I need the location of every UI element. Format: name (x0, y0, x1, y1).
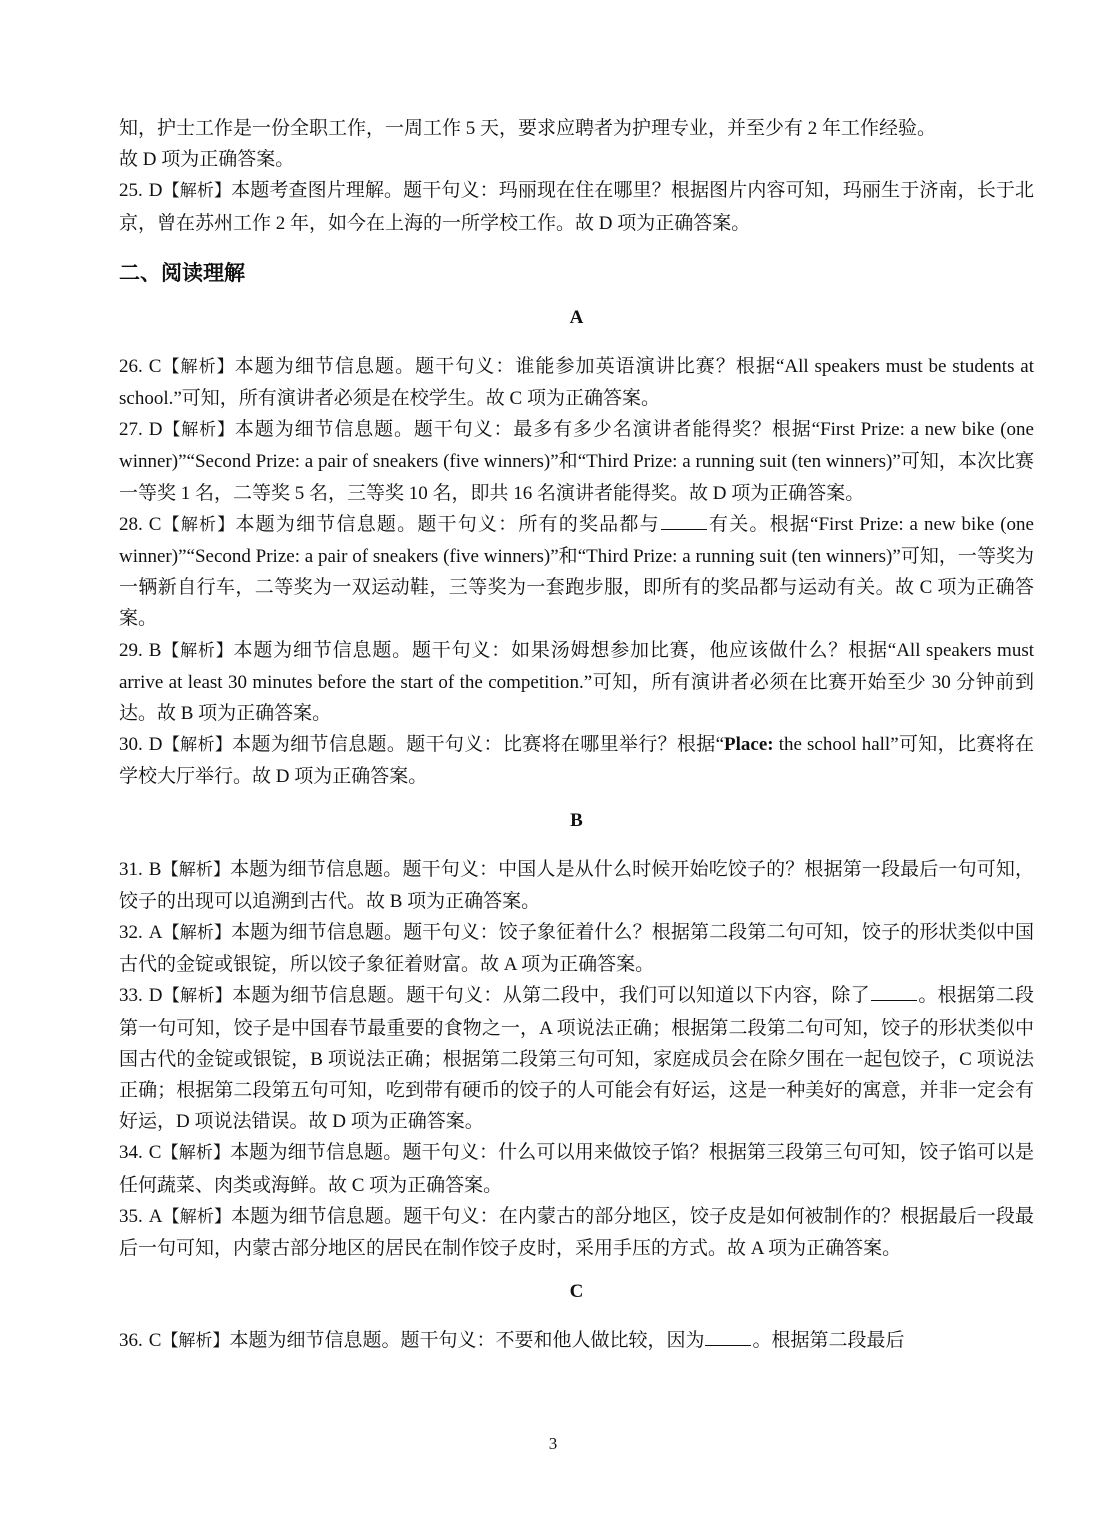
answer-q33 (119, 980, 1034, 1137)
analysis-tag: 【解析】 (162, 923, 232, 944)
answer-q34 (119, 1137, 1034, 1200)
analysis-text: 本题为细节信息题。题干句义：最多有多少名演讲者能得奖？根据“First Prize: a new bike (one winner)”“Second Prize: a pair of sneakers (five winners)”和“Third Prize: a running suit (ten winners)”可知，本次比赛一等奖 1 名，二等奖 5 名，三等奖 10 名，即共 16 名演讲者能得奖。故 D 项为正确答案。 (119, 419, 1034, 504)
question-number: 25. (119, 180, 143, 202)
analysis-text: 本题考查图片理解。题干句义：玛丽现在住在哪里？根据图片内容可知，玛丽生于济南，长于北京，曾在苏州工作 2 年，如今在上海的一所学校工作。故 D 项为正确答案。 (119, 180, 1034, 234)
answer-letter: C (148, 1142, 162, 1164)
analysis-text: 本题为细节信息题。题干句义：在内蒙古的部分地区，饺子皮是如何被制作的？根据最后一段最后一句可知，内蒙古部分地区的居民在制作饺子皮时，采用手压的方式。故 A 项为正确答案。 (119, 1205, 1034, 1260)
answer-letter: C (148, 355, 162, 377)
analysis-text-after-bold: the school hall”可知，比赛将在学校大厅举行。故 D 项为正确答案。 (119, 734, 1034, 788)
analysis-text: 本题为细节信息题。题干句义：什么可以用来做饺子馅？根据第三段第三句可知，饺子馅可以是任何蔬菜、肉类或海鲜。故 C 项为正确答案。 (119, 1142, 1034, 1196)
analysis-tag: 【解析】 (161, 514, 236, 535)
answer-q28 (119, 509, 1034, 635)
analysis-text-before-bold: 本题为细节信息题。题干句义：比赛将在哪里举行？根据“ (232, 734, 725, 756)
answer-q35 (119, 1201, 1034, 1264)
analysis-text: 本题为细节信息题。题干句义：谁能参加英语演讲比赛？根据“All speakers must be students at school.”可知，所有演讲者必须是在校学生。故 C 项为正确答案。 (119, 355, 1034, 410)
analysis-tag: 【解析】 (161, 640, 234, 661)
answer-letter: D (148, 985, 163, 1007)
answer-q27 (119, 414, 1034, 509)
question-number: 35. (119, 1205, 143, 1227)
answer-letter: B (148, 858, 162, 880)
analysis-text-before-blank: 本题为细节信息题。题干句义：所有的奖品都与 (235, 513, 660, 535)
answer-letter: A (148, 1205, 163, 1227)
analysis-text-after-blank: 。根据第二段最后 (752, 1330, 905, 1352)
page-number: 3 (548, 1434, 558, 1453)
answer-q26 (119, 351, 1034, 414)
analysis-tag: 【解析】 (162, 420, 235, 441)
analysis-tag: 【解析】 (161, 356, 235, 377)
question-number: 36. (119, 1330, 143, 1352)
passage-label-a: A (569, 306, 584, 328)
fill-in-blank (661, 528, 707, 530)
document-body (119, 113, 1034, 1358)
question-number: 26. (119, 355, 143, 377)
answer-q36 (119, 1325, 1034, 1357)
question-number: 33. (119, 985, 143, 1007)
section-title-reading: 二、阅读理解 (119, 260, 245, 285)
question-number: 30. (119, 734, 143, 756)
analysis-text: 本题为细节信息题。题干句义：中国人是从什么时候开始吃饺子的？根据第一段最后一句可知，饺子的出现可以追溯到古代。故 B 项为正确答案。 (119, 858, 1034, 912)
analysis-text-after-blank: 。根据第二段第一句可知，饺子是中国春节最重要的食物之一，A 项说法正确；根据第二段第二句可知，饺子的形状类似中国古代的金锭或银锭，B 项说法正确；根据第二段第三句可知，家庭成员会在除夕围在一起包饺子，C 项说法正确；根据第二段第五句可知，吃到带有硬币的饺子的人可能会有好运，这是一种美好的寓意，并非一定会有好运，D 项说法错误。故 D 项为正确答案。 (119, 985, 1034, 1133)
analysis-text: 本题为细节信息题。题干句义：饺子象征着什么？根据第二段第二句可知，饺子的形状类似中国古代的金锭或银锭，所以饺子象征着财富。故 A 项为正确答案。 (119, 922, 1034, 976)
answer-q24-continuation (119, 113, 1034, 175)
analysis-tag: 【解析】 (162, 735, 233, 756)
answer-letter: A (148, 922, 163, 944)
analysis-text-before-blank: 本题为细节信息题。题干句义：从第二段中，我们可以知道以下内容，除了 (232, 985, 871, 1007)
passage-label-b: B (570, 809, 583, 831)
answer-letter: D (148, 734, 163, 756)
answer-q31 (119, 854, 1034, 917)
analysis-tag: 【解析】 (161, 1331, 230, 1352)
analysis-tag: 【解析】 (161, 859, 231, 880)
answer-letter: C (148, 513, 162, 535)
answer-letter: B (148, 639, 162, 661)
analysis-tag: 【解析】 (161, 1143, 231, 1164)
question-number: 27. (119, 419, 143, 441)
continuation-line-2: 故 D 项为正确答案。 (119, 149, 295, 171)
answer-q29 (119, 635, 1034, 730)
analysis-bold-label: Place: (724, 734, 774, 756)
analysis-text: 本题为细节信息题。题干句义：如果汤姆想参加比赛，他应该做什么？根据“All speakers must arrive at least 30 minutes before the start of the competition.”可知，所有演讲者必须在比赛开始至少 30 分钟前到达。故 B 项为正确答案。 (119, 639, 1034, 725)
answer-q25 (119, 175, 1034, 238)
analysis-text-after-blank: 有关。根据“First Prize: a new bike (one winner)”“Second Prize: a pair of sneakers (five winners)”和“Third Prize: a running suit (ten winners)”可知，一等奖为一辆新自行车，二等奖为一双运动鞋，三等奖为一套跑步服，即所有的奖品都与运动有关。故 C 项为正确答案。 (119, 513, 1034, 630)
answer-letter: C (148, 1330, 162, 1352)
analysis-tag: 【解析】 (162, 181, 232, 202)
question-number: 31. (119, 858, 143, 880)
question-number: 32. (119, 922, 143, 944)
passage-label-c: C (569, 1281, 584, 1303)
question-number: 28. (119, 513, 143, 535)
answer-q32 (119, 917, 1034, 980)
analysis-tag: 【解析】 (162, 986, 233, 1007)
analysis-text-before-blank: 本题为细节信息题。题干句义：不要和他人做比较，因为 (229, 1330, 705, 1352)
answer-letter: D (148, 419, 163, 441)
continuation-line-1: 知，护士工作是一份全职工作，一周工作 5 天，要求应聘者为护理专业，并至少有 2 年工作经验。 (119, 118, 937, 139)
fill-in-blank (871, 999, 917, 1001)
question-number: 34. (119, 1142, 143, 1164)
answer-q30 (119, 729, 1034, 792)
question-number: 29. (119, 639, 143, 661)
answer-letter: D (148, 180, 163, 202)
analysis-tag: 【解析】 (162, 1206, 232, 1227)
fill-in-blank (705, 1344, 751, 1346)
